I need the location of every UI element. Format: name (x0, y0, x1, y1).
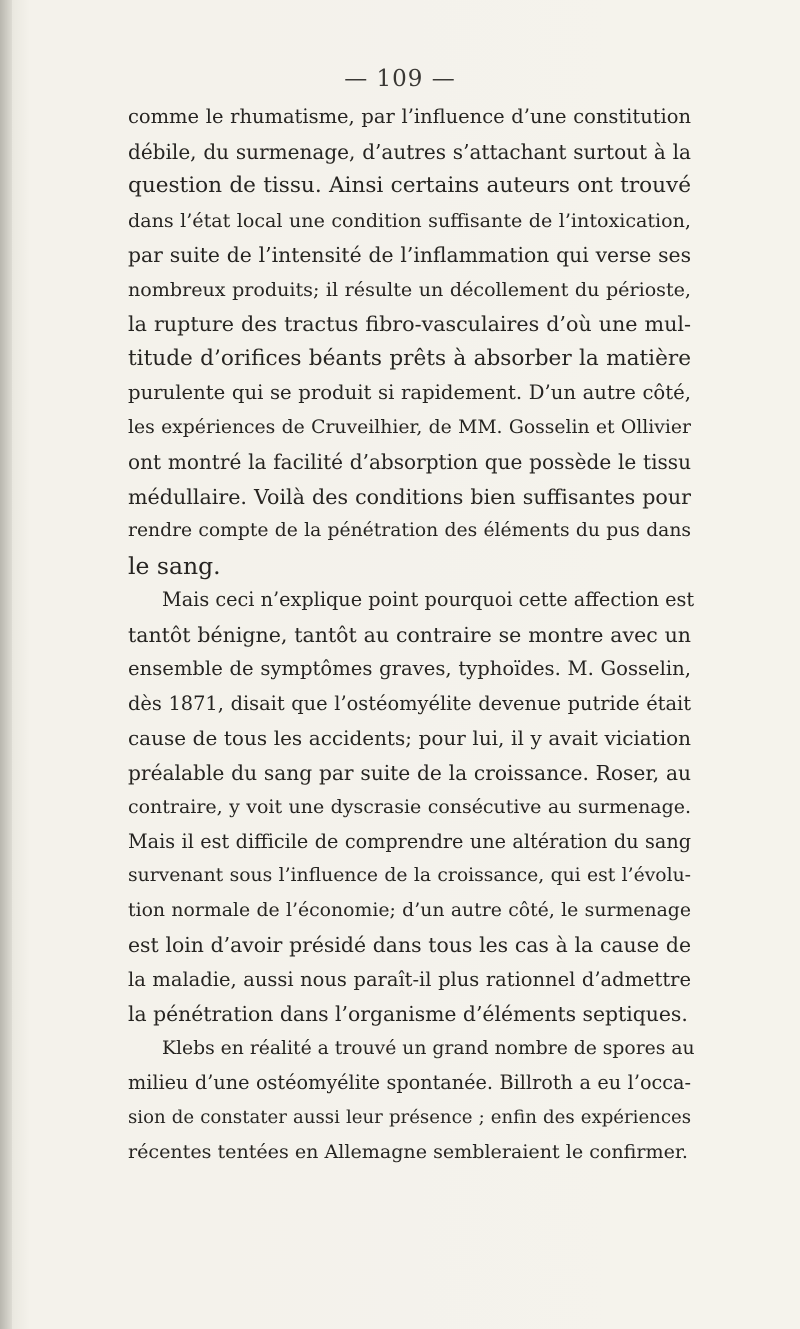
page-binding-shadow (0, 0, 12, 1329)
text-line: titude d’orifices béants prêts à absorber la matière (128, 345, 691, 371)
text-line: survenant sous l’influence de la croissance, qui est l’évolu- (128, 865, 691, 886)
text-line: ensemble de symptômes graves, typhoïdes. M. Gosselin, (128, 657, 691, 680)
text-line: dans l’état local une condition suffisante de l’intoxication, (128, 209, 691, 232)
text-line: débile, du surmenage, d’autres s’attachant surtout à la (128, 139, 691, 164)
text-line: tion normale de l’économie; d’un autre côté, le surmenage (128, 899, 691, 921)
text-line: cause de tous les accidents; pour lui, il y avait viciation (128, 726, 691, 750)
paragraph-2 (128, 583, 695, 1032)
text-line: est loin d’avoir présidé dans tous les cas à la cause de (128, 933, 691, 957)
text-line: les expériences de Cruveilhier, de MM. Gosselin et Ollivier (128, 416, 691, 438)
text-line: purulente qui se produit si rapidement. D’un autre côté, (128, 381, 691, 404)
text-line: question de tissu. Ainsi certains auteurs ont trouvé (128, 173, 691, 198)
text-line: la rupture des tractus fibro-vasculaires d’où une mul- (128, 312, 691, 336)
text-line: contraire, y voit une dyscrasie consécutive au surmenage. (128, 796, 691, 818)
paragraph-3 (128, 1032, 695, 1170)
text-line: Klebs en réalité a trouvé un grand nombre de spores au (162, 1037, 695, 1059)
text-line: la maladie, aussi nous paraît-il plus rationnel d’admettre (128, 967, 691, 991)
text-line: le sang. (128, 551, 221, 580)
text-line: Mais ceci n’explique point pourquoi cette affection est (162, 588, 695, 611)
text-line: tantôt bénigne, tantôt au contraire se montre avec un (128, 622, 691, 647)
text-line: ont montré la facilité d’absorption que possède le tissu (128, 450, 691, 474)
text-line: préalable du sang par suite de la croissance. Roser, au (128, 760, 691, 785)
text-line: comme le rhumatisme, par l’influence d’une constitution (128, 105, 691, 128)
text-line: rendre compte de la pénétration des éléments du pus dans (128, 520, 691, 541)
page-number: — 109 — (344, 66, 456, 92)
paragraph-1 (128, 100, 691, 583)
text-line: médullaire. Voilà des conditions bien suffisantes pour (128, 484, 691, 509)
text-line: la pénétration dans l’organisme d’éléments septiques. (128, 1002, 688, 1026)
text-line: Mais il est difficile de comprendre une altération du sang (128, 829, 691, 853)
text-line: sion de constater aussi leur présence ; enfin des expériences (128, 1106, 691, 1128)
text-line: nombreux produits; il résulte un décollement du périoste, (128, 277, 691, 301)
text-line: récentes tentées en Allemagne sembleraient le confirmer. (128, 1141, 688, 1163)
text-line: milieu d’une ostéomyélite spontanée. Billroth a eu l’occa- (128, 1071, 691, 1094)
body-text (128, 100, 695, 1170)
text-line: par suite de l’intensité de l’inflammation qui verse ses (128, 243, 691, 267)
text-line: dès 1871, disait que l’ostéomyélite devenue putride était (128, 691, 691, 715)
